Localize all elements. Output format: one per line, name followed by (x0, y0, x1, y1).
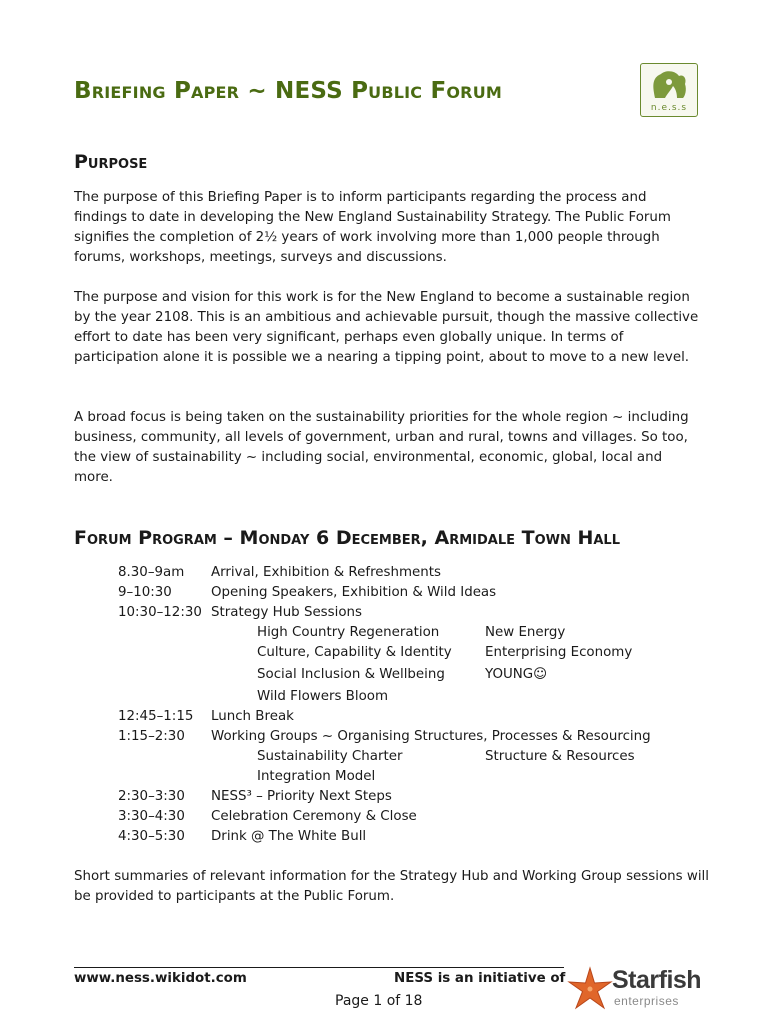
paragraph-text: The purpose of this Briefing Paper is to inform participants regarding the process and findings to date in developing the New England Sustainability Strategy. The Public Forum signifies the completion of 2½ years of work involving more than 1,000 people through forums, workshops, meetings, surveys and discussions. (74, 190, 671, 265)
schedule-activity: NESS³ – Priority Next Steps (211, 789, 392, 804)
purpose-paragraph-3 (74, 408, 699, 488)
schedule-time: 8.30–9am (118, 565, 185, 580)
purpose-paragraph-1 (74, 188, 699, 268)
hub-session: High Country Regeneration (257, 625, 440, 640)
program-heading: Forum Program – Monday 6 December, Armidale Town Hall (74, 527, 620, 549)
summary-paragraph: Short summaries of relevant information for the Strategy Hub and Working Group sessions will be provided to participants at the Public Forum. (74, 869, 709, 904)
footer-divider (74, 967, 564, 968)
purpose-paragraph-2 (74, 288, 699, 368)
paragraph-text: A broad focus is being taken on the sustainability priorities for the whole region ~ including business, community, all levels of government, urban and rural, towns and villages. So too, the view of sustainability ~ including social, environmental, economic, global, local and more. (74, 410, 689, 485)
schedule-time: 12:45–1:15 (118, 709, 194, 724)
schedule-activity: Working Groups ~ Organising Structures, Processes & Resourcing (211, 729, 651, 744)
schedule-activity: Opening Speakers, Exhibition & Wild Ideas (211, 585, 497, 600)
schedule-time: 1:15–2:30 (118, 729, 185, 744)
schedule-time: 4:30–5:30 (118, 829, 185, 844)
hub-session: Wild Flowers Bloom (257, 689, 389, 704)
logo-label: n.e.s.s (650, 103, 688, 113)
starfish-icon (566, 965, 614, 1013)
document-title: Briefing Paper ~ NESS Public Forum (74, 78, 503, 104)
schedule-activity: Lunch Break (211, 709, 294, 724)
working-group: Integration Model (257, 769, 376, 784)
purpose-heading: Purpose (74, 151, 148, 173)
working-group: Sustainability Charter (257, 749, 403, 764)
footer-initiative: NESS is an initiative of (394, 971, 566, 986)
footer-url: www.ness.wikidot.com (74, 971, 247, 986)
starfish-brand-sub: enterprises (614, 994, 679, 1008)
hub-session: Social Inclusion & Wellbeing (257, 667, 445, 682)
schedule-time: 2:30–3:30 (118, 789, 185, 804)
hub-session: Culture, Capability & Identity (257, 645, 452, 660)
hub-session: YOUNG☺ (485, 667, 548, 682)
starfish-brand-name: Starfish (612, 966, 702, 994)
paragraph-text: The purpose and vision for this work is for the New England to become a sustainable region by the year 2108. This is an ambitious and achievable pursuit, though the massive collective effort to date has been very significant, perhaps even globally unique. In terms of participation alone it is possible we a nearing a tipping point, about to move to a new level. (74, 290, 699, 365)
schedule-activity: Strategy Hub Sessions (211, 605, 363, 620)
schedule-activity: Drink @ The White Bull (211, 829, 367, 844)
hub-session: Enterprising Economy (485, 645, 633, 660)
ness-logo-icon (641, 64, 697, 104)
working-group: Structure & Resources (485, 749, 635, 764)
hub-session: New Energy (485, 625, 566, 640)
schedule-time: 9–10:30 (118, 585, 172, 600)
ness-logo (640, 63, 698, 117)
page-number: Page 1 of 18 (335, 993, 423, 1009)
schedule-activity: Arrival, Exhibition & Refreshments (211, 565, 442, 580)
schedule-time: 10:30–12:30 (118, 605, 202, 620)
schedule-time: 3:30–4:30 (118, 809, 185, 824)
schedule-activity: Celebration Ceremony & Close (211, 809, 417, 824)
